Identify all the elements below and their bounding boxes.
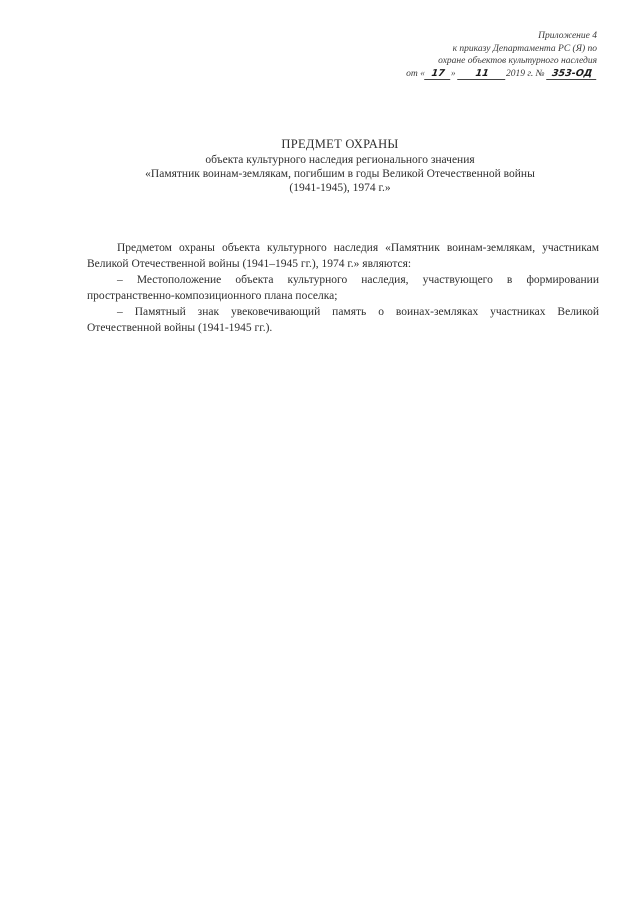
year-and-number-label: 2019 г. № <box>505 68 545 79</box>
handwritten-day: 17 <box>424 68 452 80</box>
appendix-date-number <box>377 68 597 81</box>
intro-paragraph: Предметом охраны объекта культурного наследия «Памятник воинам-землякам, участникам Великой Отечественной войны (1941–1945 гг.), 1974 г.» являются: <box>87 242 599 270</box>
protection-item-2: – Памятный знак увековечивающий память о воинах-земляках участниках Великой Отечественной войны (1941-1945 гг.). <box>87 306 599 334</box>
protection-item-1: – Местоположение объекта культурного наследия, участвующего в формировании пространственно-композиционного плана поселка; <box>87 274 599 302</box>
title-block <box>60 137 620 195</box>
appendix-block <box>377 30 597 80</box>
appendix-department: охране объектов культурного наследия <box>438 56 597 66</box>
title-subtitle-2: «Памятник воинам-землякам, погибшим в годы Великой Отечественной войны <box>145 168 535 180</box>
handwritten-month: 11 <box>457 68 507 80</box>
title-subtitle-3: (1941-1945), 1974 г.» <box>289 182 391 194</box>
date-separator: » <box>450 68 456 79</box>
handwritten-order-number: 353-ОД <box>546 68 598 80</box>
page-title: ПРЕДМЕТ ОХРАНЫ <box>281 137 399 151</box>
appendix-order-ref: к приказу Департамента РС (Я) по <box>452 43 597 54</box>
appendix-number: Приложение 4 <box>538 31 597 41</box>
title-subtitle-1: объекта культурного наследия регионального значения <box>205 154 475 166</box>
date-prefix: от « <box>406 68 425 79</box>
body-text <box>87 240 599 336</box>
